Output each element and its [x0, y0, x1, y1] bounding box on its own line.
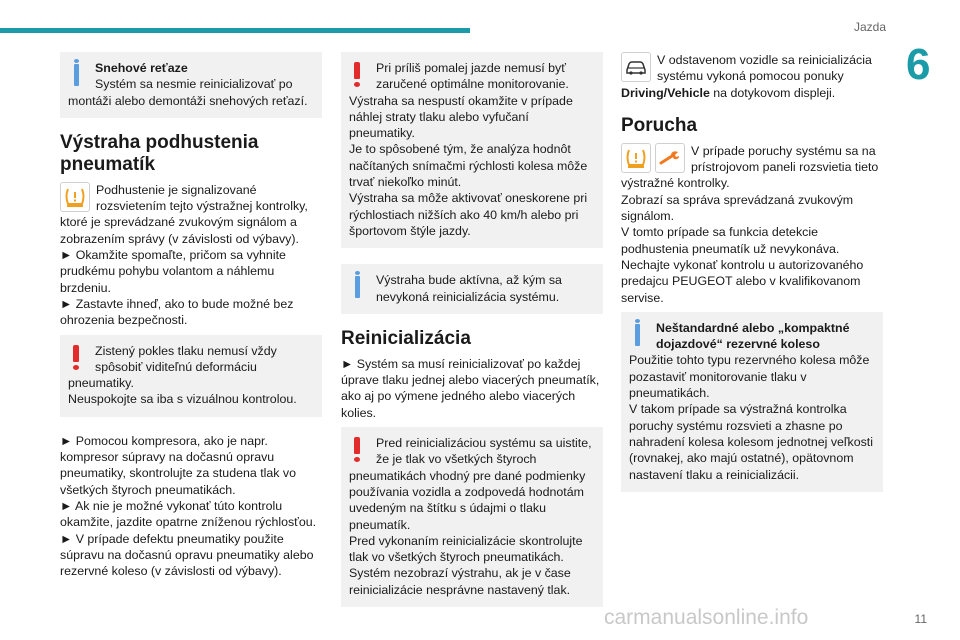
- note-text: Systém nezobrazí výstrahu, ak je v čase reinicializácie nesprávne nastavený tlak.: [349, 566, 571, 597]
- header-accent-bar: [0, 28, 470, 33]
- info-note-spare-wheel: [621, 312, 883, 492]
- note-text: Pri príliš pomalej jazde nemusí byť zaručené optimálne monitorovanie.: [376, 61, 569, 92]
- chapter-number: 6: [906, 40, 931, 89]
- menu-name: Driving/Vehicle: [621, 85, 710, 100]
- section-title: Jazda: [853, 20, 886, 34]
- paragraph: V tomto prípade sa funkcia detekcie podhustenia pneumatík už nevykonáva.: [621, 225, 840, 256]
- info-note-snow-chains: [60, 52, 322, 118]
- paragraph: Nechajte vykonať kontrolu u autorizovaného predajcu PEUGEOT alebo v kvalifikovanom servise.: [621, 257, 864, 305]
- note-text: Pred reinicializáciou systému sa uistite, že je tlak vo všetkých štyroch pneumatikách vhodný pre dané podmienky používania vozidla a zodpovedá hodnotám uvedeným na štítku s údajmi o tlaku pneumatík.: [349, 436, 592, 532]
- wrench-icon: [655, 143, 685, 173]
- text-run: V odstavenom vozidle sa reinicializácia systému vykoná pomocou ponuky: [657, 53, 872, 84]
- text-run: na dotykovom displeji.: [709, 85, 836, 100]
- info-note-active: [341, 264, 603, 314]
- warning-icon: [349, 435, 371, 463]
- tire-pressure-warning-icon: [60, 182, 90, 212]
- heading-underinflation: Výstraha podhustenia pneumatík: [60, 131, 259, 175]
- note-text: Je to spôsobené tým, že analýza hodnôt načítaných snímačmi rýchlosti kolesa môže trvať niekoľko minút.: [349, 142, 588, 190]
- heading-malfunction: Porucha: [621, 114, 698, 136]
- note-text: V takom prípade sa výstražná kontrolka poruchy systému rozsvieti a zhasne po nahradení kolesa kolesom jednotnej veľkosti (rovnakej, ako majú ostatné), opätovnom nastavení tlaku a reinicializácii.: [629, 402, 874, 482]
- paragraph: ► Zastavte ihneď, ako to bude možné bez ohrozenia bezpečnosti.: [60, 296, 294, 328]
- paragraph: Podhustenie je signalizované rozsvietením tejto výstražnej kontrolky, ktoré je sprevádzané zvukovým signálom a zobrazením správy (v závislosti od výbavy).: [60, 182, 308, 246]
- warning-icon: [349, 60, 371, 88]
- paragraph: ► Okamžite spomaľte, pričom sa vyhnite prudkému pohybu volantom a náhlemu brzdeniu.: [60, 248, 286, 295]
- note-text: Výstraha sa môže aktivovať oneskorene pri rýchlostiach nižších ako 40 km/h alebo pri športovom štýle jazdy.: [349, 191, 588, 238]
- malfunction-paragraph: [621, 143, 883, 192]
- reinit-menu-paragraph: [621, 52, 883, 101]
- warning-note-pressure: [60, 335, 322, 417]
- note-text: Neuspokojte sa iba s vizuálnou kontrolou.: [68, 392, 297, 407]
- note-text: Výstraha sa nespustí okamžite v prípade náhlej straty tlaku alebo vyfučaní pneumatiky.: [349, 93, 573, 141]
- note-text: Výstraha bude aktívna, až kým sa nevykoná reinicializácia systému.: [376, 273, 562, 304]
- watermark: carmanualsonline.info: [604, 606, 809, 629]
- heading-reinitialization: Reinicializácia: [341, 327, 471, 349]
- paragraph: V prípade poruchy systému sa na prístrojovom paneli rozsvietia tieto výstražné kontrolky.: [621, 143, 879, 191]
- note-text: Zistený pokles tlaku nemusí vždy spôsobiť viditeľnú deformáciu pneumatiky.: [68, 343, 277, 391]
- note-text: Pred vykonaním reinicializácie skontrolujte tlak vo všetkých štyroch pneumatikách.: [349, 533, 583, 565]
- note-text: Použitie tohto typu rezervného kolesa môže pozastaviť monitorovanie tlaku v pneumatikách.: [629, 353, 870, 401]
- warning-icon: [68, 343, 90, 371]
- note-title: Snehové reťaze: [95, 61, 188, 75]
- paragraph: ► Pomocou kompresora, ako je napr. kompresor súpravy na dočasnú opravu pneumatiky, skontrolujte za studena tlak vo všetkých štyroch pneumatikách.: [60, 433, 297, 497]
- tire-pressure-warning-icon: [621, 143, 651, 173]
- paragraph: ► V prípade defektu pneumatiky použite súpravu na dočasnú opravu pneumatiky alebo rezervné koleso (v závislosti od výbavy).: [60, 531, 314, 579]
- note-text: Systém sa nesmie reinicializovať po montáži alebo demontáži snehových reťazí.: [68, 77, 308, 108]
- page-number: 11: [914, 612, 927, 626]
- car-icon: [621, 52, 651, 82]
- paragraph: ► Ak nie je možné vykonať túto kontrolu okamžite, jazdite opatrne zníženou rýchlosťou.: [60, 498, 317, 530]
- info-icon: [349, 272, 371, 300]
- column-3: [621, 52, 883, 502]
- info-icon: [629, 320, 651, 348]
- paragraph: Zobrazí sa správa sprevádzaná zvukovým signálom.: [621, 192, 854, 224]
- paragraph: ► Systém sa musí reinicializovať po každej úprave tlaku jednej alebo viacerých pneumatík, ako aj po výmene jedného alebo viacerých kolies.: [341, 356, 600, 420]
- column-1: [60, 52, 322, 579]
- warning-note-reinit: [341, 427, 603, 607]
- paragraph: [621, 52, 883, 101]
- underinflation-paragraph: [60, 182, 322, 247]
- warning-note-monitoring: [341, 52, 603, 248]
- note-title: Neštandardné alebo „kompaktné dojazdové“ rezervné koleso: [656, 320, 850, 352]
- column-2: [341, 52, 603, 617]
- info-icon: [68, 60, 90, 88]
